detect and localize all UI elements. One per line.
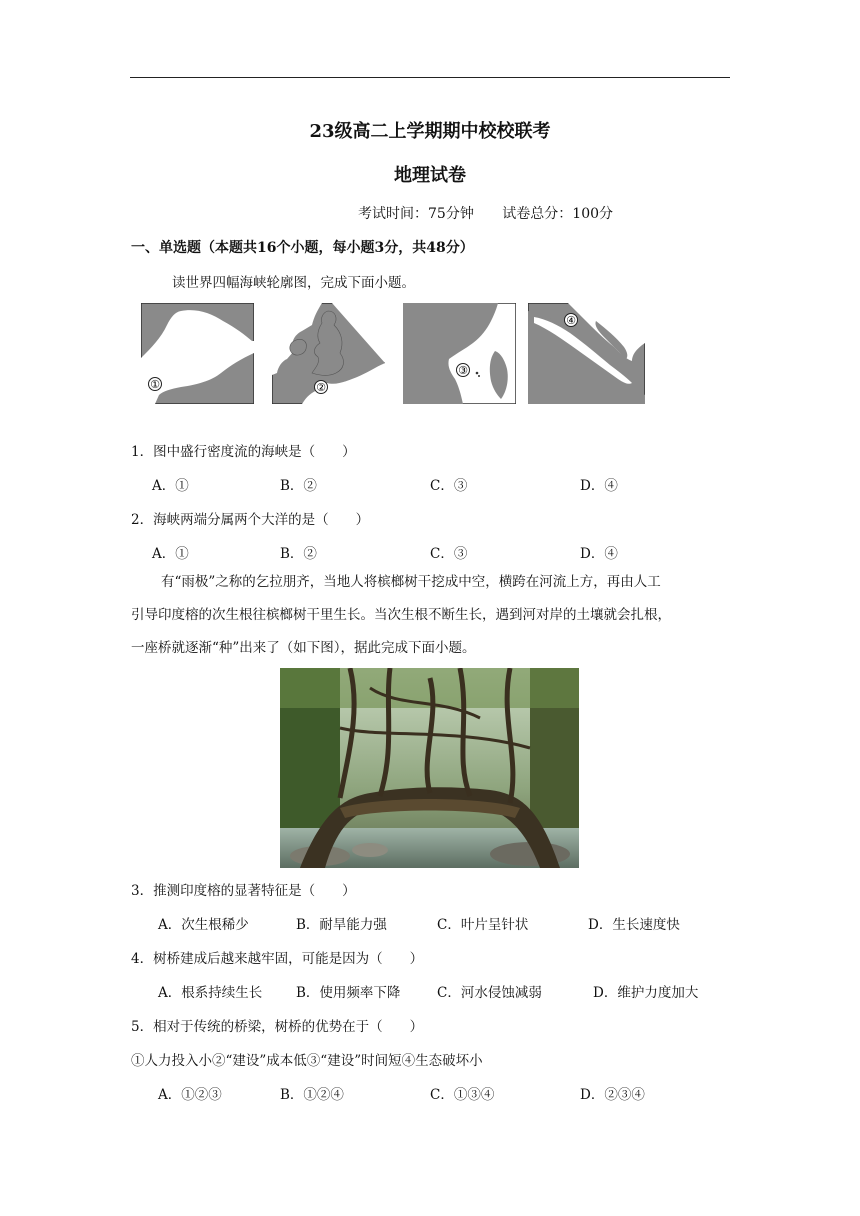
strait-map-4: [528, 303, 645, 404]
q1-option-d: D．④: [580, 478, 618, 494]
q2-option-c: C．③: [430, 546, 468, 562]
q5-option-d: D．②③④: [580, 1087, 645, 1103]
q3-option-d: D．生长速度快: [588, 917, 680, 933]
passage: [131, 566, 731, 665]
question-2-stem: 2．海峡两端分属两个大洋的是（ ）: [131, 512, 370, 528]
strait-map-3: [403, 303, 516, 404]
q3-option-b: B．耐旱能力强: [296, 917, 387, 933]
header-rule: [130, 77, 730, 78]
q1-option-b: B．②: [280, 478, 317, 494]
passage-line-1: 有“雨极”之称的乞拉朋齐，当地人将槟榔树干挖成中空，横跨在河流上方，再由人工: [161, 574, 661, 590]
exam-time: 考试时间：75分钟: [358, 206, 474, 222]
question-5-stem: 5．相对于传统的桥梁，树桥的优势在于（ ）: [131, 1019, 424, 1035]
q5-option-b: B．①②④: [280, 1087, 344, 1103]
map-label-1: ①: [150, 378, 160, 391]
q4-option-c: C．河水侵蚀减弱: [437, 985, 542, 1001]
exam-subject: 地理试卷: [394, 165, 466, 186]
exam-title: 23级高二上学期期中校校联考: [309, 121, 551, 142]
passage-line-3: 一座桥就逐渐“种”出来了（如下图），据此完成下面小题。: [131, 640, 476, 656]
q2-option-a: A．①: [152, 546, 189, 562]
q1-option-c: C．③: [430, 478, 468, 494]
q1-option-a: A．①: [152, 478, 189, 494]
total-score: 试卷总分：100分: [502, 206, 614, 222]
question-4-stem: 4．树桥建成后越来越牢固，可能是因为（ ）: [131, 951, 424, 967]
intro-text: 读世界四幅海峡轮廓图，完成下面小题。: [172, 275, 415, 291]
map-label-4: ④: [566, 314, 576, 327]
root-bridge-photo: [280, 668, 579, 868]
passage-line-2: 引导印度榕的次生根往槟榔树干里生长。当次生根不断生长，遇到河对岸的土壤就会扎根，: [131, 607, 671, 623]
q5-option-c: C．①③④: [430, 1087, 495, 1103]
strait-map-2: [272, 303, 385, 404]
question-1-stem: 1．图中盛行密度流的海峡是（ ）: [131, 444, 356, 460]
question-5-statement: ①人力投入小②“建设”成本低③“建设”时间短④生态破坏小: [131, 1053, 483, 1069]
q3-option-a: A．次生根稀少: [158, 917, 249, 933]
map-label-3: ③: [458, 364, 468, 377]
q3-option-c: C．叶片呈针状: [437, 917, 529, 933]
section-heading: 一、单选题（本题共16个小题，每小题3分，共48分）: [131, 240, 474, 256]
strait-map-1: [141, 303, 254, 404]
q4-option-d: D．维护力度加大: [593, 985, 699, 1001]
question-3-stem: 3．推测印度榕的显著特征是（ ）: [131, 883, 356, 899]
q2-option-d: D．④: [580, 546, 618, 562]
map-label-2: ②: [316, 381, 326, 394]
q5-option-a: A．①②③: [158, 1087, 222, 1103]
exam-meta: [358, 203, 637, 223]
q2-option-b: B．②: [280, 546, 317, 562]
q4-option-a: A．根系持续生长: [158, 985, 263, 1001]
q4-option-b: B．使用频率下降: [296, 985, 401, 1001]
